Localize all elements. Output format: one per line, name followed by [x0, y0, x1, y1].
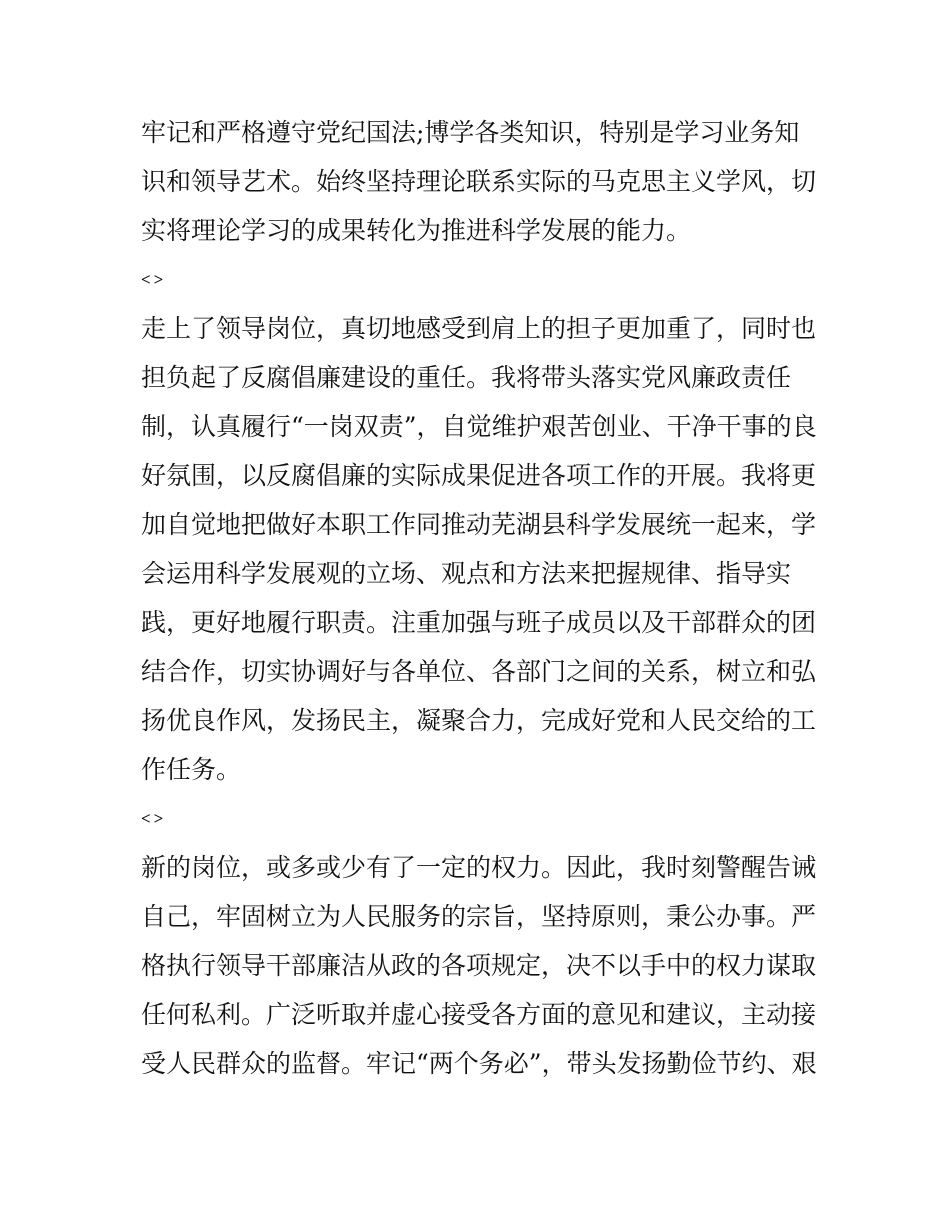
document-body — [141, 108, 841, 1088]
text-line: 担负起了反腐倡廉建设的重任。我将带头落实党风廉政责任 — [141, 363, 792, 392]
text-line: 牢记和严格遵守党纪国法;博学各类知识，特别是学习业务知 — [141, 118, 800, 147]
text-line: 自己，牢固树立为人民服务的宗旨，坚持原则，秉公办事。严 — [141, 902, 817, 931]
paragraph-separator: <> — [141, 270, 167, 289]
text-line: 受人民群众的监督。牢记“两个务必”，带头发扬勤俭节约、艰 — [141, 1049, 817, 1078]
text-line: 会运用科学发展观的立场、观点和方法来把握规律、指导实 — [141, 559, 792, 588]
text-line: 制，认真履行“一岗双责”，自觉维护艰苦创业、干净干事的良 — [141, 412, 817, 441]
text-line: 好氛围，以反腐倡廉的实际成果促进各项工作的开展。我将更 — [141, 461, 817, 490]
text-line: 践，更好地履行职责。注重加强与班子成员以及干部群众的团 — [141, 608, 817, 637]
text-line: 加自觉地把做好本职工作同推动芜湖县科学发展统一起来，学 — [141, 510, 817, 539]
text-line: 结合作，切实协调好与各单位、各部门之间的关系，树立和弘 — [141, 657, 817, 686]
paragraph-separator: <> — [141, 809, 167, 828]
text-line: 新的岗位，或多或少有了一定的权力。因此，我时刻警醒告诫 — [141, 853, 817, 882]
text-line: 走上了领导岗位，真切地感受到肩上的担子更加重了，同时也 — [141, 314, 817, 343]
text-line: 格执行领导干部廉洁从政的各项规定，决不以手中的权力谋取 — [141, 951, 817, 980]
text-line: 扬优良作风，发扬民主，凝聚合力，完成好党和人民交给的工 — [141, 706, 817, 735]
text-line: 识和领导艺术。始终坚持理论联系实际的马克思主义学风，切 — [141, 167, 817, 196]
text-line: 作任务。 — [141, 755, 242, 784]
text-line: 实将理论学习的成果转化为推进科学发展的能力。 — [141, 216, 692, 245]
text-line: 任何私利。广泛听取并虚心接受各方面的意见和建议，主动接 — [141, 1000, 817, 1029]
